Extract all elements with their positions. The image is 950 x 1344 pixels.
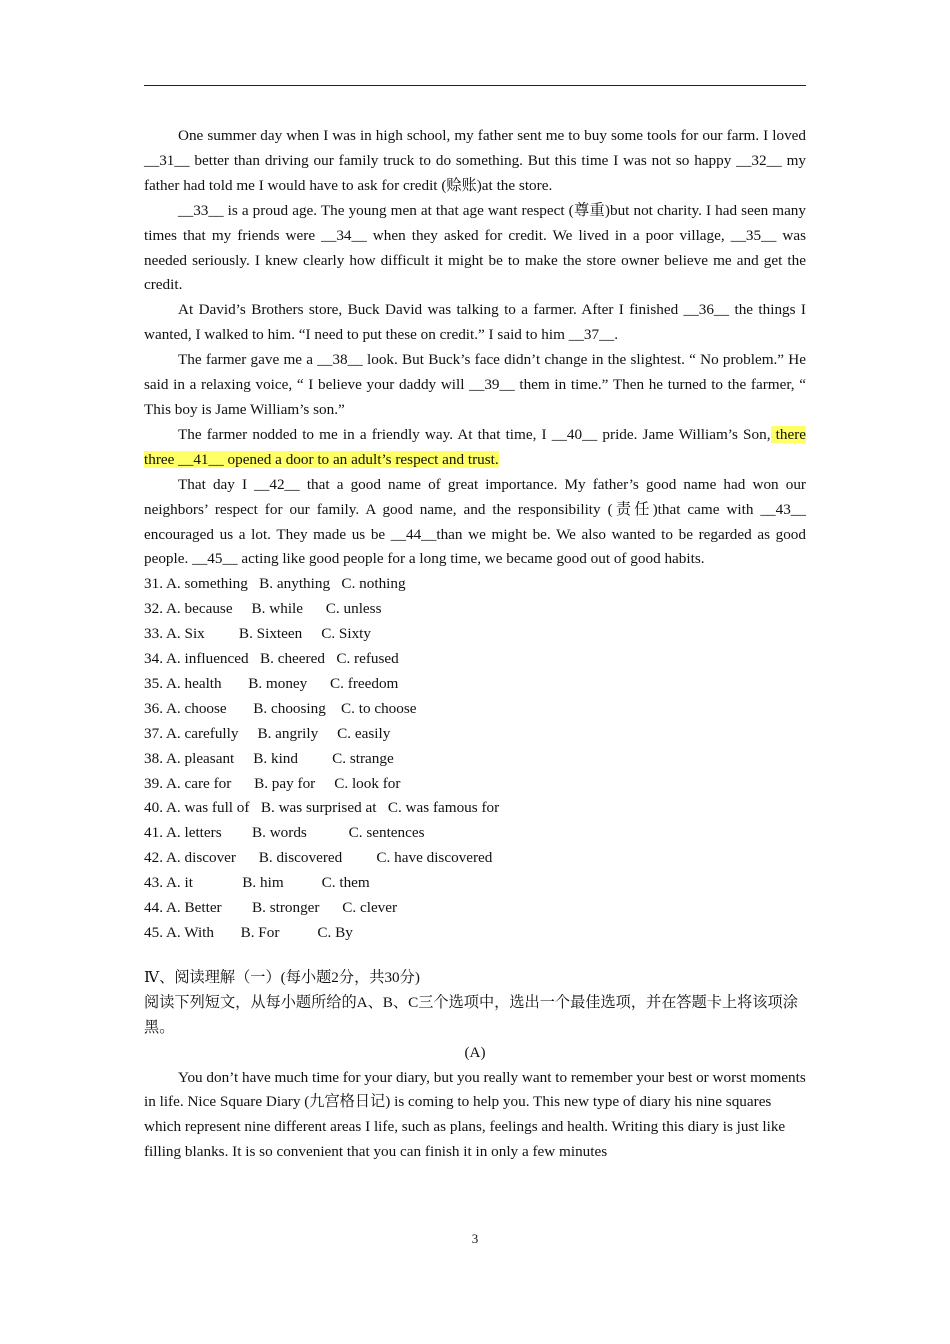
option-row-44: 44. A. Better B. stronger C. clever <box>144 899 398 917</box>
reading-passage-a: You don’t have much time for your diary, but you really want to remember your best or worst moments in life. Nice Square Diary (九宫格日记) is coming to help you. This new type of diary his nine squares which represent nine different areas I life, such as plans, feelings and health. Writing this diary is just like filling blanks. It is so convenient that you can finish it in only a few minutes <box>144 1068 806 1161</box>
highlighted-sentence: there three __41__ opened a door to an adult’s respect and trust. <box>144 425 806 468</box>
option-row-43: 43. A. it B. him C. them <box>144 874 370 892</box>
option-list <box>144 572 806 946</box>
option-row-33: 33. A. Six B. Sixteen C. Sixty <box>144 625 371 643</box>
page-number: 3 <box>471 1231 479 1246</box>
section-instruction: 阅读下列短文，从每小题所给的A、B、C三个选项中，选出一个最佳选项，并在答题卡上将该项涂黑。 <box>144 993 798 1036</box>
cloze-paragraph-5-text: The farmer nodded to me in a friendly way. At that time, I __40__ pride. Jame William’s Son, <box>178 425 771 443</box>
cloze-paragraph-6: That day I __42__ that a good name of great importance. My father’s good name had won our neighbors’ respect for our family. A good name, and the responsibility (责任)that came with __43__ encouraged us a lot. They made us be __44__than we might be. We also wanted to be regarded as good people. __45__ acting like good people for a long time, we became good out of good habits. <box>144 475 806 568</box>
option-row-40: 40. A. was full of B. was surprised at C. was famous for <box>144 799 500 817</box>
option-row-41: 41. A. letters B. words C. sentences <box>144 824 425 842</box>
passage-label: (A) <box>464 1043 486 1061</box>
cloze-paragraph-2: __33__ is a proud age. The young men at that age want respect (尊重)but not charity. I had seen many times that my friends were __34__ when they asked for credit. We lived in a poor village, __35__ was needed seriously. I knew clearly how difficult it might be to make the store owner believe me and get the credit. <box>144 201 806 294</box>
cloze-paragraph-4: The farmer gave me a __38__ look. But Buck’s face didn’t change in the slightest. “ No problem.” He said in a relaxing voice, “ I believe your daddy will __39__ them in time.” Then he turned to the farmer, “ This boy is Jame William’s son.” <box>144 351 806 418</box>
option-row-34: 34. A. influenced B. cheered C. refused <box>144 650 399 668</box>
section-heading: Ⅳ、阅读理解（一）(每小题2分，共30分) <box>144 968 420 986</box>
option-row-31: 31. A. something B. anything C. nothing <box>144 575 406 593</box>
option-row-32: 32. A. because B. while C. unless <box>144 600 382 618</box>
cloze-paragraph-5 <box>144 423 806 473</box>
cloze-paragraph-1: One summer day when I was in high school, my father sent me to buy some tools for our farm. I loved __31__ better than driving our family truck to do something. But this time I was not so happy __32__ my father had told me I would have to ask for credit (赊账)at the store. <box>144 127 806 194</box>
page-content <box>144 124 806 1165</box>
option-row-42: 42. A. discover B. discovered C. have discovered <box>144 849 493 867</box>
option-row-37: 37. A. carefully B. angrily C. easily <box>144 724 391 742</box>
option-row-35: 35. A. health B. money C. freedom <box>144 674 399 692</box>
option-row-38: 38. A. pleasant B. kind C. strange <box>144 749 394 767</box>
option-row-39: 39. A. care for B. pay for C. look for <box>144 774 401 792</box>
header-rule <box>144 85 806 86</box>
option-row-36: 36. A. choose B. choosing C. to choose <box>144 699 417 717</box>
cloze-paragraph-3: At David’s Brothers store, Buck David was talking to a farmer. After I finished __36__ the things I wanted, I walked to him. “I need to put these on credit.” I said to him __37__. <box>144 301 806 344</box>
option-row-45: 45. A. With B. For C. By <box>144 924 353 941</box>
